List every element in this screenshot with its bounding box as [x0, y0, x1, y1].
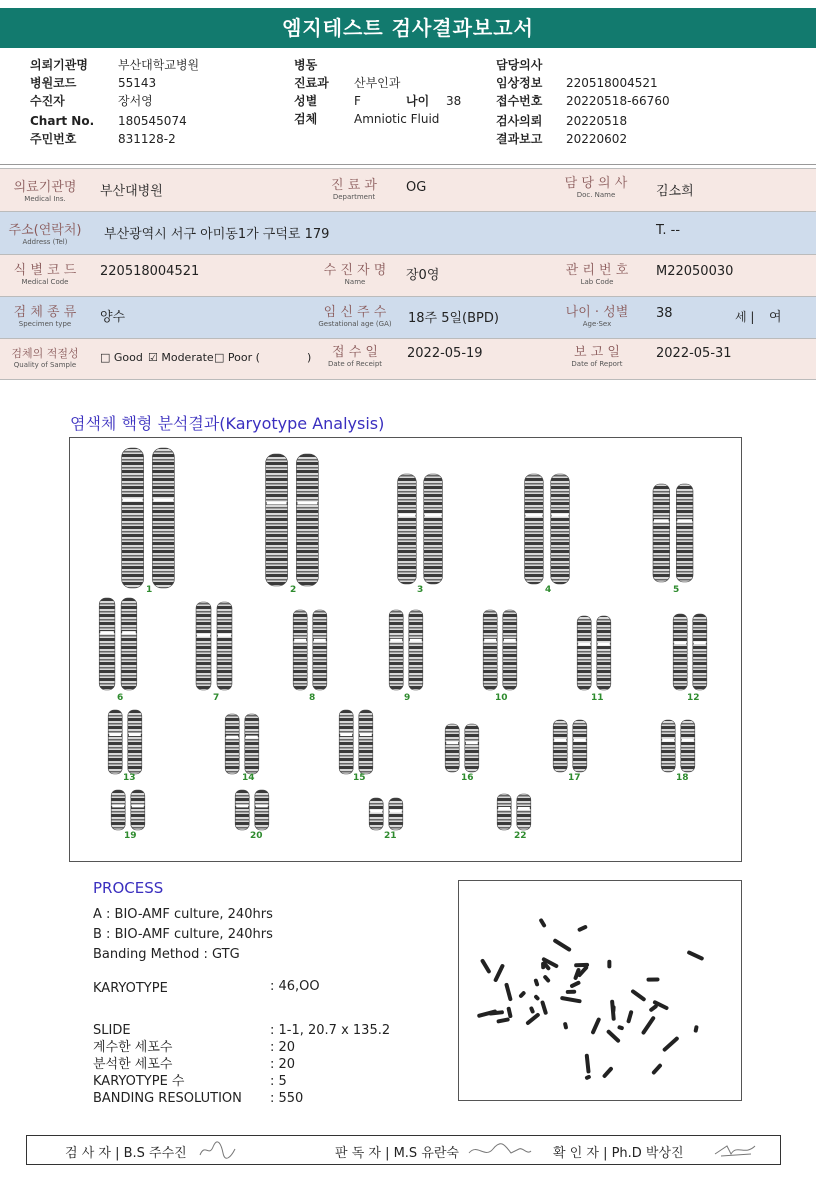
centromere — [390, 810, 402, 813]
chromosome-4 — [551, 474, 570, 584]
label-specimen: 검체 — [294, 112, 318, 126]
examiner: 검 사 자 | B.S 주수진 — [65, 1146, 187, 1161]
chrom-label-17: 17 — [568, 773, 581, 783]
centromere — [677, 519, 692, 522]
label-report-date: 결과보고 — [496, 132, 543, 146]
chromosome-12 — [673, 614, 687, 690]
centromere — [112, 804, 124, 807]
report-label: 보 고 일 Date of Report — [571, 345, 623, 368]
chromosome-6 — [99, 598, 115, 690]
value-chart-no: 180545074 — [118, 114, 187, 128]
slide-label: SLIDE — [93, 1023, 131, 1038]
chromosome-22 — [497, 794, 511, 830]
metaphase-chromosome — [648, 1004, 658, 1013]
department-label: 진 료 과 Department — [331, 178, 377, 201]
chromosome-20 — [255, 790, 269, 830]
lab-code-value: M22050030 — [656, 264, 734, 279]
chrom-label-6: 6 — [117, 693, 124, 703]
chrom-label-13: 13 — [123, 773, 136, 783]
centromere — [526, 514, 543, 517]
centromere — [226, 736, 238, 739]
doctor-label: 담 당 의 사 Doc. Name — [564, 176, 628, 199]
department-value: OG — [406, 180, 427, 195]
medical-code-value: 220518004521 — [100, 264, 200, 279]
centromere — [410, 639, 422, 642]
chromosome-8 — [293, 610, 307, 690]
karyogram-image — [69, 437, 742, 862]
chromosome-3 — [424, 474, 443, 584]
centromere — [297, 502, 317, 505]
label-request-date: 검사의뢰 — [496, 114, 543, 128]
banding-resolution-label: BANDING RESOLUTION — [93, 1091, 242, 1106]
chromosome-22 — [517, 794, 531, 830]
chrom-label-14: 14 — [242, 773, 255, 783]
chromosome-9 — [389, 610, 403, 690]
centromere — [197, 634, 210, 637]
banding-resolution-value: : 550 — [270, 1091, 304, 1106]
chrom-label-16: 16 — [461, 773, 474, 783]
chromosome-2 — [266, 454, 288, 586]
examiner-signature — [197, 1139, 237, 1161]
receipt-label: 접 수 일 Date of Receipt — [327, 345, 383, 368]
metaphase-chromosome — [630, 989, 646, 1002]
value-report-date: 20220602 — [566, 132, 628, 146]
chromosome-19 — [131, 790, 145, 830]
centromere — [153, 498, 173, 501]
metaphase-chromosome — [504, 982, 513, 1001]
chromosome-2 — [296, 454, 318, 586]
chromosome-7 — [217, 602, 232, 690]
chrom-label-4: 4 — [545, 585, 552, 595]
chromosome-10 — [503, 610, 517, 690]
metaphase-chromosome — [577, 924, 588, 932]
metaphase-chromosome — [480, 958, 492, 974]
chromosome-1 — [152, 448, 174, 588]
chromosome-5 — [653, 484, 670, 582]
label-requesting-inst: 의뢰기관명 — [30, 58, 88, 72]
centromere — [682, 739, 694, 742]
chromosome-16 — [445, 724, 459, 772]
metaphase-chromosome — [617, 1025, 624, 1031]
karyogram-svg — [70, 438, 741, 861]
value-age: 38 — [446, 94, 462, 108]
value-sex: F — [354, 94, 361, 108]
centromere — [314, 639, 326, 642]
centromere — [466, 741, 478, 744]
metaphase-chromosome — [496, 1017, 510, 1023]
chromosome-3 — [398, 474, 417, 584]
chromosome-14 — [245, 714, 259, 774]
centromere — [504, 639, 516, 642]
metaphase-chromosome — [585, 1054, 591, 1074]
address-label: 주소(연락처) Address (Tel) — [8, 223, 82, 246]
metaphase-chromosome — [590, 1017, 601, 1035]
specimen-value: 양수 — [100, 310, 126, 325]
karyotype-value: : 46,OO — [270, 979, 320, 994]
centromere — [100, 631, 114, 634]
metaphase-chromosome — [493, 963, 505, 982]
label-patient: 수진자 — [30, 94, 65, 108]
metaphase-chromosome — [542, 974, 551, 983]
chromosome-7 — [196, 602, 211, 690]
value-hospital-code: 55143 — [118, 76, 157, 90]
medical-ins-label: 의료기관명 Medical Ins. — [13, 180, 77, 203]
centromere — [498, 807, 510, 810]
karyotype-count-value: : 5 — [270, 1074, 287, 1089]
chrom-label-3: 3 — [417, 585, 424, 595]
label-chart-no: Chart No. — [30, 114, 95, 128]
chrom-label-15: 15 — [353, 773, 366, 783]
centromere — [554, 739, 566, 742]
chromosome-6 — [121, 598, 137, 690]
analyzed-cells-value: : 20 — [270, 1057, 296, 1072]
divider — [0, 164, 816, 165]
age-sex-label: 나이 · 성별 Age·Sex — [565, 305, 629, 328]
centromere — [122, 631, 136, 634]
chromosome-13 — [128, 710, 142, 774]
chromosome-15 — [339, 710, 353, 774]
chromosome-17 — [573, 720, 587, 772]
label-clinical-info: 임상정보 — [496, 76, 543, 90]
label-age: 나이 — [406, 94, 430, 108]
metaphase-svg — [459, 881, 741, 1100]
chrom-label-20: 20 — [250, 831, 263, 841]
chrom-label-2: 2 — [290, 585, 297, 595]
chromosome-14 — [225, 714, 239, 774]
report-title: 엠지테스트 검사결과보고서 — [0, 8, 816, 48]
karyotype-section-title: 염색체 핵형 분석결과(Karyotype Analysis) — [70, 414, 385, 433]
metaphase-chromosome — [607, 960, 611, 969]
quality-moderate: ☑ Moderate — [148, 351, 214, 364]
centromere — [446, 741, 458, 744]
metaphase-chromosome — [662, 1036, 680, 1053]
chrom-label-10: 10 — [495, 693, 508, 703]
metaphase-chromosome — [606, 1029, 621, 1044]
chromosome-1 — [122, 448, 144, 588]
value-resident-no: 831128-2 — [118, 132, 176, 146]
chromosome-10 — [483, 610, 497, 690]
chromosome-5 — [676, 484, 693, 582]
karyotype-count-label: KARYOTYPE 수 — [93, 1074, 185, 1089]
label-sex: 성별 — [294, 94, 318, 108]
metaphase-chromosome — [693, 1025, 698, 1033]
label-receipt-no: 접수번호 — [496, 94, 543, 108]
value-dept: 산부인과 — [354, 76, 401, 90]
specimen-label: 검 체 종 류 Specimen type — [13, 305, 77, 328]
chromosome-21 — [369, 798, 383, 830]
metaphase-chromosome — [646, 977, 659, 981]
label-hospital-code: 병원코드 — [30, 76, 77, 90]
metaphase-chromosome — [686, 950, 704, 961]
chrom-label-19: 19 — [124, 831, 137, 841]
chromosome-18 — [661, 720, 675, 772]
quality-poor: □ Poor ( — [214, 351, 260, 364]
sex-value: 여 — [769, 310, 782, 325]
process-title: PROCESS — [93, 879, 164, 897]
centromere — [552, 514, 569, 517]
quality-good: □ Good — [100, 351, 143, 364]
centromere — [218, 634, 231, 637]
age-unit: 세 | — [735, 310, 755, 324]
label-dept: 진료과 — [294, 76, 329, 90]
label-resident-no: 주민번호 — [30, 132, 77, 146]
metaphase-chromosome — [529, 1006, 535, 1014]
value-patient: 장서영 — [118, 94, 153, 108]
metaphase-chromosome — [538, 918, 546, 928]
chromosome-8 — [313, 610, 327, 690]
slide-value: : 1-1, 20.7 x 135.2 — [270, 1023, 391, 1038]
chromosome-11 — [597, 616, 611, 690]
karyotype-label: KARYOTYPE — [93, 981, 168, 996]
header-col1 — [30, 56, 199, 148]
metaphase-chromosome — [525, 1012, 541, 1026]
centromere — [109, 733, 121, 736]
medical-code-label: 식 별 코 드 Medical Code — [13, 263, 77, 286]
metaphase-chromosome — [506, 1006, 512, 1018]
value-request-date: 20220518 — [566, 114, 628, 128]
chrom-label-18: 18 — [676, 773, 689, 783]
centromere — [399, 514, 416, 517]
label-ward: 병동 — [294, 58, 318, 72]
chromosome-11 — [577, 616, 591, 690]
centromere — [694, 641, 706, 644]
reader-signature — [467, 1139, 533, 1161]
header-col2 — [294, 56, 461, 128]
chrom-label-8: 8 — [309, 693, 316, 703]
centromere — [129, 733, 141, 736]
banding-method: Banding Method : GTG — [93, 947, 240, 962]
reader: 판 독 자 | M.S 유란숙 — [335, 1146, 459, 1161]
age-value: 38 — [656, 306, 673, 321]
value-specimen: Amniotic Fluid — [354, 112, 440, 126]
metaphase-chromosome — [560, 996, 582, 1004]
receipt-value: 2022-05-19 — [407, 346, 483, 361]
chrom-label-1: 1 — [146, 585, 153, 595]
metaphase-chromosome — [641, 1015, 656, 1035]
metaphase-chromosome — [533, 994, 540, 1001]
address-value: 부산광역시 서구 아미동1가 구덕로 179 — [104, 227, 330, 242]
centromere — [294, 639, 306, 642]
analyzed-cells-label: 분석한 세포수 — [93, 1057, 173, 1072]
signature-footer — [26, 1135, 781, 1165]
metaphase-chromosome — [477, 1009, 498, 1018]
medical-ins-value: 부산대병원 — [100, 184, 163, 199]
name-label: 수 진 자 명 Name — [323, 263, 387, 286]
centromere — [236, 804, 248, 807]
tel-value: T. -- — [656, 223, 681, 238]
metaphase-chromosome — [540, 1000, 548, 1015]
metaphase-chromosome — [626, 1010, 633, 1024]
centromere — [518, 807, 530, 810]
confirmer: 확 인 자 | Ph.D 박상진 — [553, 1146, 684, 1161]
chrom-label-9: 9 — [404, 693, 411, 703]
centromere — [267, 502, 287, 505]
metaphase-chromosome — [566, 990, 577, 994]
lab-code-label: 관 리 번 호 Lab Code — [565, 263, 629, 286]
chrom-label-12: 12 — [687, 693, 700, 703]
centromere — [654, 519, 669, 522]
centromere — [662, 739, 674, 742]
metaphase-chromosome — [518, 990, 526, 998]
centromere — [390, 639, 402, 642]
centromere — [674, 641, 686, 644]
header-col3 — [496, 56, 670, 148]
centromere — [256, 804, 268, 807]
metaphase-chromosome — [611, 1005, 616, 1013]
chromosome-17 — [553, 720, 567, 772]
centromere — [574, 739, 586, 742]
metaphase-chromosome — [533, 978, 539, 987]
metaphase-chromosome — [552, 938, 572, 952]
doctor-value: 김소희 — [656, 184, 694, 199]
chrom-label-5: 5 — [673, 585, 680, 595]
metaphase-chromosome — [651, 1063, 663, 1075]
chromosome-18 — [681, 720, 695, 772]
chromosome-4 — [525, 474, 544, 584]
ga-label: 임 신 주 수 Gestational age (GA) — [318, 305, 392, 328]
centromere — [598, 643, 610, 646]
chromosome-13 — [108, 710, 122, 774]
metaphase-chromosome — [584, 1074, 591, 1080]
chrom-label-11: 11 — [591, 693, 604, 703]
quality-label: 검체의 적절성 Quality of Sample — [11, 347, 79, 369]
metaphase-chromosome — [541, 962, 545, 970]
centromere — [360, 733, 372, 736]
metaphase-image — [458, 880, 742, 1101]
centromere — [578, 643, 590, 646]
chrom-label-7: 7 — [213, 693, 220, 703]
confirmer-signature — [711, 1140, 761, 1160]
label-doctor: 담당의사 — [496, 58, 543, 72]
centromere — [340, 733, 352, 736]
ga-value: 18주 5일(BPD) — [408, 311, 499, 326]
quality-poor-close: ) — [307, 351, 312, 364]
metaphase-chromosome — [569, 980, 581, 988]
metaphase-chromosome — [574, 963, 589, 968]
metaphase-chromosome — [563, 1022, 569, 1030]
chromosome-9 — [409, 610, 423, 690]
centromere — [132, 804, 144, 807]
chromosome-12 — [693, 614, 707, 690]
chromosome-19 — [111, 790, 125, 830]
name-value: 장0영 — [406, 268, 440, 283]
metaphase-chromosome — [602, 1066, 614, 1079]
value-receipt-no: 20220518-66760 — [566, 94, 670, 108]
chrom-label-22: 22 — [514, 831, 527, 841]
process-line-b: B : BIO-AMF culture, 240hrs — [93, 927, 273, 942]
centromere — [123, 498, 143, 501]
chromosome-16 — [465, 724, 479, 772]
centromere — [425, 514, 442, 517]
counted-cells-value: : 20 — [270, 1040, 296, 1055]
centromere — [370, 810, 382, 813]
value-clinical-info: 220518004521 — [566, 76, 658, 90]
process-line-a: A : BIO-AMF culture, 240hrs — [93, 907, 273, 922]
chromosome-21 — [389, 798, 403, 830]
counted-cells-label: 계수한 세포수 — [93, 1040, 173, 1055]
chromosome-15 — [359, 710, 373, 774]
chromosome-20 — [235, 790, 249, 830]
chrom-label-21: 21 — [384, 831, 397, 841]
centromere — [484, 639, 496, 642]
centromere — [246, 736, 258, 739]
value-requesting-inst: 부산대학교병원 — [118, 58, 200, 72]
report-value: 2022-05-31 — [656, 346, 732, 361]
